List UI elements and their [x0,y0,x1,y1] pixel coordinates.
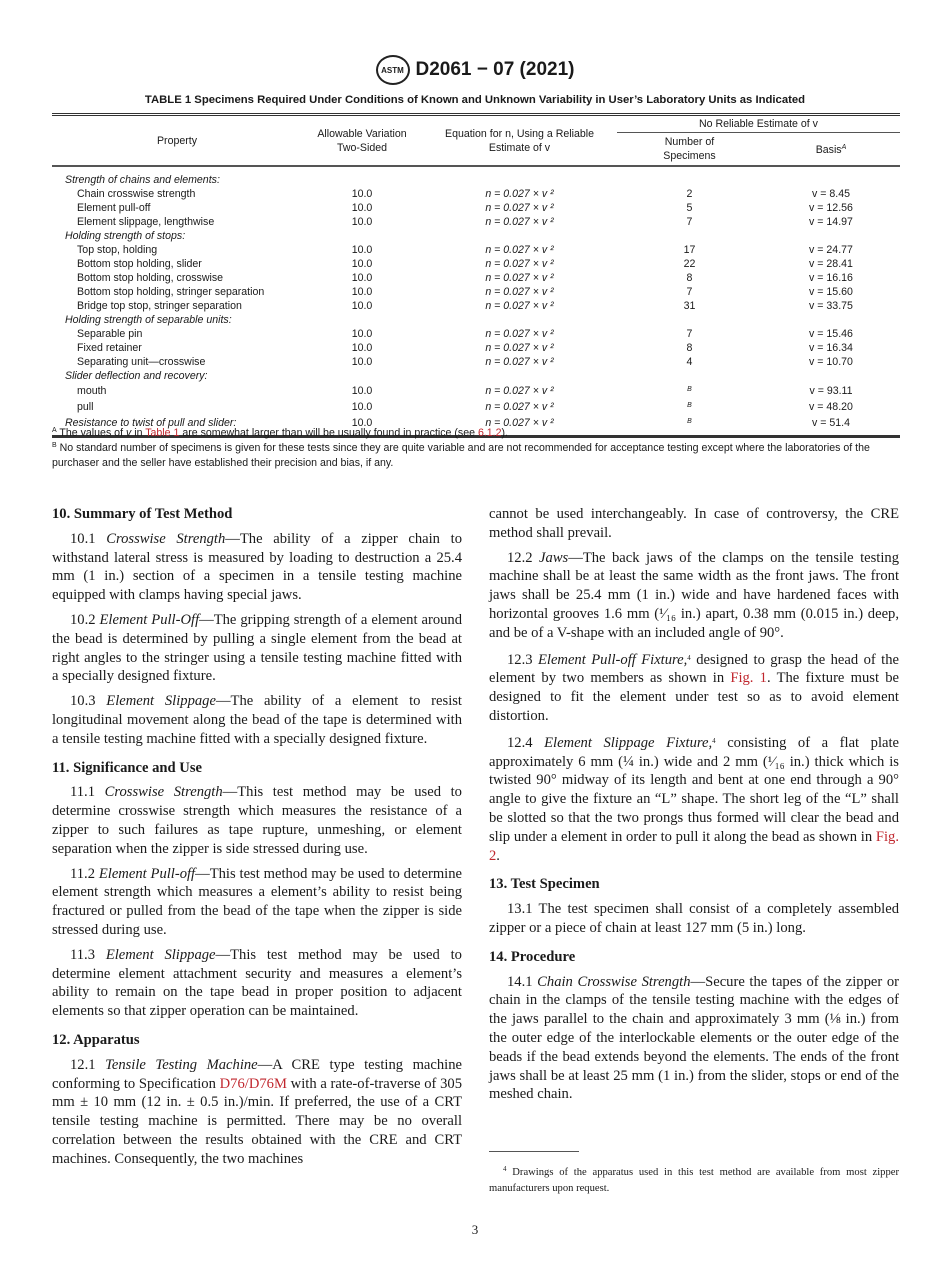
equation-cell: n = 0.027 × v ² [485,356,554,368]
basis-cell: v = 16.16 [809,272,853,284]
property-cell: Separating unit—crosswise [77,356,206,368]
property-cell: pull [77,401,94,413]
paragraph [52,692,462,748]
text: in [131,427,146,439]
variation-cell: 10.0 [351,385,373,397]
number-cell [617,383,762,399]
basis-cell: v = 12.56 [809,202,853,214]
property-cell: Separable pin [77,328,143,340]
empty-cell [302,229,900,243]
paragraph [489,900,899,938]
text: 10.1 [70,530,107,547]
text: 10.2 [70,611,100,628]
paragraph [52,865,462,940]
italic-term: Element Pull-Off [99,611,200,628]
variation-cell: 10.0 [351,401,373,413]
text: . The fixture must be designed to fit the element under test so as to avoid element distortion. [489,670,899,724]
variation-cell: 10.0 [351,272,373,284]
paragraph [52,946,462,1021]
right-column [489,505,899,1110]
reference-link[interactable]: Fig. 1 [730,670,767,687]
equation-cell: n = 0.027 × v ² [485,417,554,429]
empty-cell [302,369,900,383]
basis-cell: v = 10.70 [809,356,853,368]
equation-cell: n = 0.027 × v ² [485,216,554,228]
text: 13.1 The test specimen shall consist of a completely assembled zipper or a piece of chain at least 127 mm (5 in.) long. [489,901,899,936]
specimens-table [52,113,900,438]
text: The values of [56,427,126,439]
variation-cell: 10.0 [351,417,373,429]
table-row [52,341,900,355]
number-cell [617,399,762,415]
header-equation: Equation for n, Using a Reliable Estimate of v [445,127,594,154]
text: —This test method may be used to determine crosswise strength which measures the resistance of a zipper to such failures as tape rupture, unmeshing, or element separation when the zipper is side stressed during use. [52,784,462,857]
table-row [52,355,900,369]
property-cell: Strength of chains and elements: [65,174,220,186]
property-cell: Fixed retainer [77,342,142,354]
number-cell: 31 [683,300,696,312]
header-number: Number of Specimens [663,136,716,162]
text: —This test method may be used to determine element attachment security and measures a element’s ability to remain on the tape bead in proper position to adjacent elements so that zipper operation can be maintained. [52,946,462,1020]
number-cell: 17 [683,244,696,256]
text: —The gripping strength of a element around the bead is determined by pulling a single element from the bead at right angles to the stringer using a tensile testing machine fitted with a specially designed fixture. [52,611,463,685]
property-cell: Bottom stop holding, slider [77,258,202,270]
equation-cell: n = 0.027 × v ² [485,244,554,256]
equation-cell: n = 0.027 × v ² [485,272,554,284]
reference-link[interactable]: D76/D76M [219,1075,287,1092]
variation-cell: 10.0 [351,300,373,312]
number-cell: 4 [686,356,693,368]
text: 14.1 [507,973,538,990]
property-cell: Holding strength of separable units: [65,314,232,326]
header-no-estimate: No Reliable Estimate of v [617,115,900,133]
paragraph [52,783,462,858]
text: —Secure the tapes of the zipper or chain in the clamps of the tensile testing machine with the edges of the jaws parallel to the chain and approximately 3 mm (⅛ in.) from the outer edge of the interlockable elements or the outer edge of the beads if the bead extends beyond the elements. The ends of the front jaws shall be at least 25 mm (1 in.) from the slider, stops or end of the meshed chain. [489,973,899,1103]
text: 12.1 [70,1056,106,1073]
section-heading: 12. Apparatus [52,1031,140,1048]
equation-cell: n = 0.027 × v ² [485,202,554,214]
footnote-ref: A [52,427,57,434]
table-row [52,313,900,327]
equation-cell: n = 0.027 × v ² [485,342,554,354]
basis-cell: v = 51.4 [812,417,850,429]
variation-cell: 10.0 [351,342,373,354]
paragraph [489,549,899,643]
empty-cell [302,313,900,327]
equation-cell: n = 0.027 × v ² [485,328,554,340]
basis-cell: v = 48.20 [809,401,853,413]
number-cell: 7 [686,286,693,298]
italic-term: v [125,427,132,439]
property-cell: Bottom stop holding, stringer separation [77,286,265,298]
footnote-b [52,439,902,470]
basis-cell: v = 16.34 [809,342,853,354]
basis-cell: v = 15.46 [809,328,853,340]
text: 11.1 [70,784,105,801]
footnote-divider [489,1151,579,1152]
number-cell: 2 [686,188,693,200]
empty-cell [302,166,900,187]
section-heading: 13. Test Specimen [489,876,600,893]
paragraph [52,611,462,686]
table-row [52,257,900,271]
text: —The ability of a element to resist longitudinal movement along the bead of the tape is determined with a tensile testing machine fitted with a specially designed fixture. [52,693,462,747]
table-row [52,285,900,299]
equation-cell: n = 0.027 × v ² [485,300,554,312]
property-cell: Chain crosswise strength [77,188,196,200]
table-row [52,327,900,341]
number-cell: 7 [686,216,693,228]
table-row [52,243,900,257]
text: are somewhat larger than will be usually found in practice (see [179,427,478,439]
italic-term: Crosswise Strength [106,530,226,547]
property-cell: Top stop, holding [77,244,158,256]
property-cell: Resistance to twist of pull and slider: [65,417,237,429]
variation-cell: 10.0 [351,244,373,256]
variation-cell: 10.0 [351,286,373,298]
table-row [52,215,900,229]
italic-term: Element Pull-off Fixture, [537,651,688,668]
basis-cell: v = 93.11 [809,385,853,397]
document-header [0,55,950,85]
italic-term: Element Slippage [106,693,216,710]
basis-cell: v = 14.97 [809,216,853,228]
italic-term: Tensile Testing Machine [105,1056,258,1073]
text: 11.2 [70,865,99,882]
left-column [52,505,462,1175]
basis-label: Basis [815,144,842,156]
page-number: 3 [471,1222,479,1237]
text: 12.2 [507,549,540,566]
paragraph [489,505,899,543]
property-cell: Element slippage, lengthwise [77,216,215,228]
table-row [52,399,900,415]
italic-term: Element Pull-off [98,865,196,882]
table-row [52,166,900,187]
text: ). [501,427,508,439]
footnote-b-ref: B [687,402,692,409]
section-heading: 11. Significance and Use [52,759,203,776]
variation-cell: 10.0 [351,356,373,368]
paragraph [489,973,899,1105]
header-basis [762,133,900,167]
text: —The ability of a zipper chain to withstand lateral stress is measured by loading to destruction a 25.4 mm (1 in.) section of a specimen in a tensile testing machine equipped with clamps having special jaws. [52,530,462,604]
paragraph [489,732,899,866]
text: . [496,847,500,864]
text: 12.3 [507,651,538,668]
paragraph [52,530,462,605]
variation-cell: 10.0 [351,216,373,228]
footnote-ref: 4 [712,736,716,745]
text: 10.3 [70,693,107,710]
footnote-ref: 4 [687,653,691,662]
number-cell: 5 [686,202,693,214]
footnote-b-ref: B [687,418,692,425]
footnote-b-ref: B [687,386,692,393]
italic-term: Chain Crosswise Strength [537,973,691,990]
text: Drawings of the apparatus used in this test method are available from most zipper manufacturers upon request. [489,1167,899,1194]
italic-term: Jaws [539,549,569,566]
text: 11.3 [70,946,106,963]
text: —A CRE type testing machine conforming to Specification [52,1056,463,1092]
text: —The back jaws of the clamps on the tensile testing machine shall be at least the same width as the front jaws. The front jaws shall be 25.4 mm (1 in.) wide and have hardened faces with horizontal grooves 1.6 mm (¹⁄₁₆ in.) apart, 0.38 mm (0.015 in.) deep, and be of a V-shape with an included angle of 90°. [489,549,900,641]
reference-link[interactable]: 6.1.2 [477,427,502,439]
basis-footnote-ref: A [841,144,847,151]
reference-link[interactable]: Fig. 2 [489,828,899,864]
basis-cell: v = 15.60 [809,286,853,298]
astm-logo: ASTM [376,55,410,85]
number-cell: 8 [686,272,693,284]
equation-cell: n = 0.027 × v ² [485,258,554,270]
table-row [52,369,900,383]
table-row [52,201,900,215]
variation-cell: 10.0 [351,202,373,214]
property-cell: Bridge top stop, stringer separation [77,300,242,312]
equation-cell: n = 0.027 × v ² [485,286,554,298]
table-row [52,299,900,313]
text: —This test method may be used to determine element strength which measures a element’s ability to resist being fractured or pulled from the bead of the tape when the zipper is side stressed during use. [52,865,463,938]
designation: D2061 − 07 (2021) [415,59,575,80]
basis-cell: v = 28.41 [809,258,853,270]
footnote-4 [489,1162,899,1196]
table-row [52,229,900,243]
header-variation: Allowable Variation Two-Sided [317,127,407,154]
property-cell: mouth [77,385,107,397]
equation-cell: n = 0.027 × v ² [485,385,554,397]
text: No standard number of specimens is given for these tests since they are quite variable and are not recommended for acceptance testing except where the laboratories of the purchaser and the seller have established their precision and bias, if any. [52,442,870,469]
section-heading: 14. Procedure [489,948,576,965]
paragraph [52,1056,462,1169]
footnote-ref: 4 [503,1165,507,1173]
italic-term: Crosswise Strength [104,784,223,801]
table-row [52,187,900,201]
variation-cell: 10.0 [351,328,373,340]
table-row [52,271,900,285]
italic-term: Element Slippage [105,946,216,963]
number-cell: 8 [686,342,693,354]
variation-cell: 10.0 [351,258,373,270]
property-cell: Bottom stop holding, crosswise [77,272,224,284]
footnote-ref: B [52,442,57,449]
paragraph [489,649,899,726]
header-property: Property [156,134,198,147]
basis-cell: v = 24.77 [809,244,853,256]
variation-cell: 10.0 [351,188,373,200]
table-row [52,383,900,399]
text: designed to grasp the head of the element by two members as shown in [489,651,899,687]
italic-term: Element Slippage Fixture, [544,734,713,751]
section-heading: 10. Summary of Test Method [52,506,233,522]
number-cell: 22 [683,258,696,270]
equation-cell: n = 0.027 × v ² [485,401,554,413]
property-cell: Slider deflection and recovery: [65,370,208,382]
basis-cell: v = 8.45 [812,188,850,200]
property-cell: Element pull-off [77,202,151,214]
text: cannot be used interchangeably. In case of controversy, the CRE method shall prevail. [489,506,899,541]
table-title: TABLE 1 Specimens Required Under Conditions of Known and Unknown Variability in User’s Laboratory Units as Indicated [144,94,806,106]
text: consisting of a flat plate approximately 6 mm (¼ in.) wide and 2 mm (¹⁄₁₆ in.) thick which is twisted 90° midway of its length and bent at one end through a 90° angle to give the fixture an “L” shape. The short leg of the “L” shall be slotted so that the two prongs thus formed will clear the bead and slip under a element in order to pull it along the bead as shown in [489,734,900,845]
reference-link[interactable]: Table 1 [145,427,180,439]
text: 12.4 [507,734,545,751]
equation-cell: n = 0.027 × v ² [485,188,554,200]
text: with a rate-of-traverse of 305 mm ± 10 mm (12 in. ± 0.5 in.)/min. If preferred, the use of a CRT tensile testing machine is permitted. There may be no overall correlation between the results obtained with the CRE and CRT machines. Consequently, the two machines [52,1075,462,1167]
property-cell: Holding strength of stops: [65,230,186,242]
basis-cell: v = 33.75 [809,300,853,312]
number-cell: 7 [686,328,693,340]
